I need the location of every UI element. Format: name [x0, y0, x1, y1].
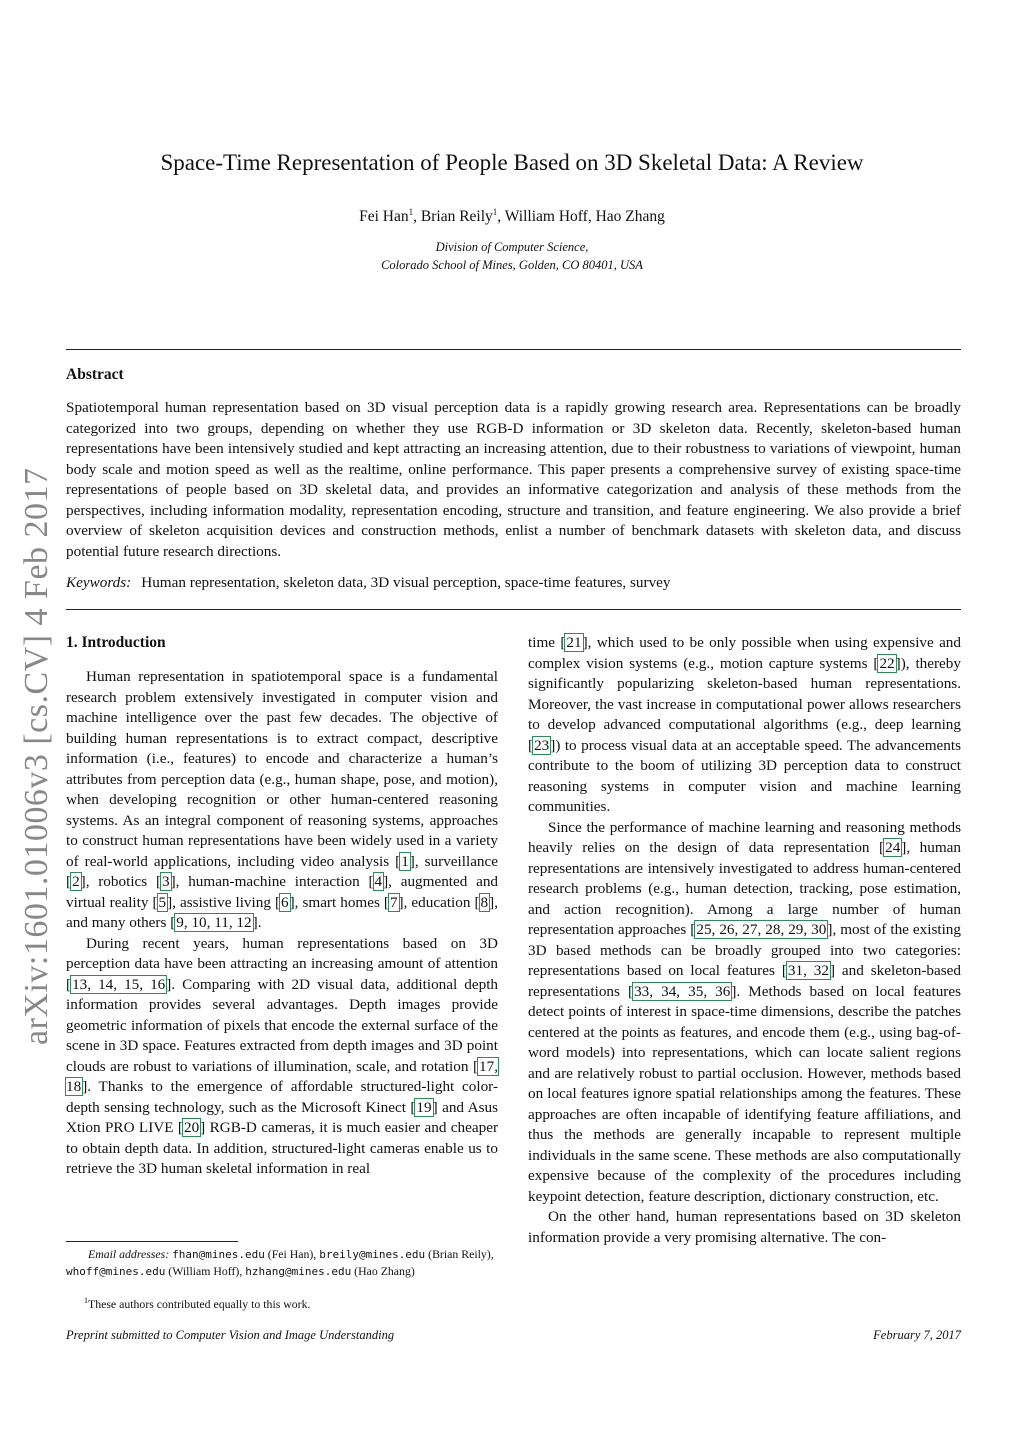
- footnote-divider: [66, 1241, 238, 1242]
- footnote-equal-contribution: $^1$These authors contributed equally to this work.: [84, 1296, 311, 1311]
- affiliation-line: Division of Computer Science,: [435, 240, 589, 254]
- citation-link[interactable]: 13, 14, 15, 16: [72, 975, 166, 993]
- text-column-left: [66, 667, 498, 1180]
- citation-link[interactable]: 17, 18: [66, 1057, 498, 1095]
- author-name: Hao Zhang: [595, 208, 665, 226]
- citation-link[interactable]: 7: [389, 893, 398, 911]
- author-list: Fei Han$^1$, Brian Reily$^1$, William Hoff, Hao Zhang: [359, 207, 665, 226]
- text-column-right: [528, 633, 961, 1248]
- citation-link[interactable]: 20: [183, 1119, 200, 1136]
- citation-link[interactable]: 4: [374, 873, 383, 890]
- citation-link[interactable]: 22: [879, 654, 895, 672]
- keywords-text: Human representation, skeleton data, 3D visual perception, space-time features, survey: [141, 574, 671, 591]
- paragraph: time [21], which used to be only possible when using expensive and complex vision systems (e.g., motion capture systems [22]), thereby significantly popularizing skeleton-based human representations. Moreover, the vast increase in computational power allows researchers to develop advanced computational algorithms (e.g., deep learning [23]) to process visual data at an acceptable speed. The advancements contribute to the boom of utilizing 3D perception data to construct reasoning systems in computer vision and machine learning communities.: [528, 634, 961, 815]
- arxiv-identifier-stamp: arXiv:1601.01006v3 [cs.CV] 4 Feb 2017: [18, 467, 55, 1045]
- citation-link[interactable]: 8: [480, 893, 489, 911]
- citation-link[interactable]: 21: [566, 634, 582, 651]
- paragraph: Since the performance of machine learning and reasoning methods heavily relies on the design of data representation [24], human representations are intensively investigated to address human-centered research problems (e.g., human detection, tracking, pose estimation, and action recognition). Among a large number of human representation approaches [25, 26, 27, 28, 29, 30], most of the existing 3D based methods can be broadly grouped into two categories: representations based on local features [31, 32] and skeleton-based representations [33, 34, 35, 36]. Methods based on local features detect points of interest in space-time dimensions, describe the patches centered at the points as features, and encode them (e.g., using bag-of-word models) into representations, which can locate salient regions and are relatively robust to partial occlusion. However, methods based on local features ignore spatial relationships among the features. These approaches are often incapable of identifying feature affiliations, and thus the methods are generally incapable to represent multiple individuals in the same scene. These methods are also computationally expensive because of the complexity of the procedures including keypoint detection, feature description, dictionary construction, etc.: [528, 818, 962, 1205]
- citation-link[interactable]: 9, 10, 11, 12: [176, 914, 252, 931]
- citation-link[interactable]: 1: [401, 852, 409, 870]
- author-name: Brian Reily: [420, 208, 493, 226]
- abstract-heading: Abstract: [66, 366, 124, 383]
- citation-link[interactable]: 6: [281, 893, 289, 911]
- citation-link[interactable]: 2: [72, 873, 80, 890]
- author-mark: 1: [492, 207, 498, 217]
- top-divider: [66, 349, 961, 350]
- affiliation-line: Colorado School of Mines, Golden, CO 80401, USA: [381, 258, 643, 272]
- author-name: Fei Han: [359, 208, 409, 226]
- email-address[interactable]: fhan@mines.edu: [172, 1248, 265, 1261]
- citation-link[interactable]: 3: [162, 873, 170, 890]
- author-name: William Hoff: [504, 208, 588, 226]
- author-mark: 1: [408, 207, 414, 217]
- keywords: [66, 574, 961, 592]
- citation-link[interactable]: 25, 26, 27, 28, 29, 30: [696, 921, 827, 938]
- abstract-text: Spatiotemporal human representation based on 3D visual perception data is a rapidly growing research area. Representations can be broadly categorized into two groups, depending on whether they use RGB-D information or 3D skeleton data. Recently, skeleton-based human representations have been intensively studied and kept attracting an increasing attention, due to their robustness to variations of viewpoint, human body scale and motion speed as well as the realtime, online performance. This paper presents a comprehensive survey of existing space-time representations of people based on 3D skeletal data, and provides an informative categorization and analysis of these methods from the perspectives, including information modality, representation encoding, structure and transition, and feature engineering. We also provide a brief overview of skeleton acquisition devices and construction methods, enlist a number of benchmark datasets with skeleton data, and discuss potential future research directions.: [66, 399, 961, 560]
- affiliation: [0, 238, 1024, 274]
- section-heading: 1. Introduction: [66, 634, 166, 651]
- citation-link[interactable]: 33, 34, 35, 36: [634, 982, 731, 1000]
- footer-date: February 7, 2017: [873, 1328, 961, 1342]
- footnote-emails: Email addresses: fhan@mines.edu (Fei Han), breily@mines.edu (Brian Reily), whoff@mines.edu (William Hoff), hzhang@mines.edu (Hao Zhang): [66, 1247, 494, 1278]
- paragraph: On the other hand, human representations based on 3D skeleton information provide a very promising alternative. The con-: [528, 1208, 961, 1246]
- citation-link[interactable]: 24: [885, 839, 901, 856]
- citation-link[interactable]: 23: [534, 736, 550, 754]
- paragraph: Human representation in spatiotemporal space is a fundamental research problem extensively investigated in computer vision and machine intelligence over the past few decades. The objective of building human representations is to extract compact, descriptive information (i.e., features) to encode and characterize a human’s attributes from perception data (e.g., human shape, pose, and motion), when developing recognition or other human-centered reasoning systems. As an integral component of reasoning systems, approaches to construct human representations have been widely used in a variety of real-world applications, including video analysis [1], surveillance [2], robotics [3], human-machine interaction [4], augmented and virtual reality [5], assistive living [6], smart homes [7], education [8], and many others [9, 10, 11, 12].: [66, 668, 499, 931]
- bottom-divider: [66, 609, 961, 610]
- paper-title: Space-Time Representation of People Based on 3D Skeletal Data: A Review: [160, 150, 864, 175]
- email-label: Email addresses:: [88, 1247, 170, 1261]
- email-address[interactable]: whoff@mines.edu: [66, 1265, 166, 1278]
- citation-link[interactable]: 31, 32: [787, 962, 829, 979]
- footnote-mark: 1: [84, 1296, 88, 1305]
- citation-link[interactable]: 5: [158, 893, 167, 911]
- footer-journal: Preprint submitted to Computer Vision and Image Understanding: [66, 1328, 395, 1342]
- email-address[interactable]: hzhang@mines.edu: [245, 1265, 352, 1278]
- citation-link[interactable]: 19: [416, 1098, 432, 1116]
- email-address[interactable]: breily@mines.edu: [319, 1248, 426, 1261]
- paragraph: During recent years, human representations based on 3D perception data have been attracting an increasing amount of attention [13, 14, 15, 16]. Comparing with 2D visual data, additional depth information provides several advantages. Depth images provide geometric information of pixels that encode the external surface of the scene in 3D space. Features extracted from depth images and 3D point clouds are robust to variations of illumination, scale, and rotation [17, 18]. Thanks to the emergence of affordable structured-light color-depth sensing technology, such as the Microsoft Kinect [19] and Asus Xtion PRO LIVE [20] RGB-D cameras, it is much easier and cheaper to obtain depth data. In addition, structured-light cameras enable us to retrieve the 3D human skeletal information in real: [66, 934, 499, 1177]
- keywords-label: Keywords:: [66, 574, 132, 591]
